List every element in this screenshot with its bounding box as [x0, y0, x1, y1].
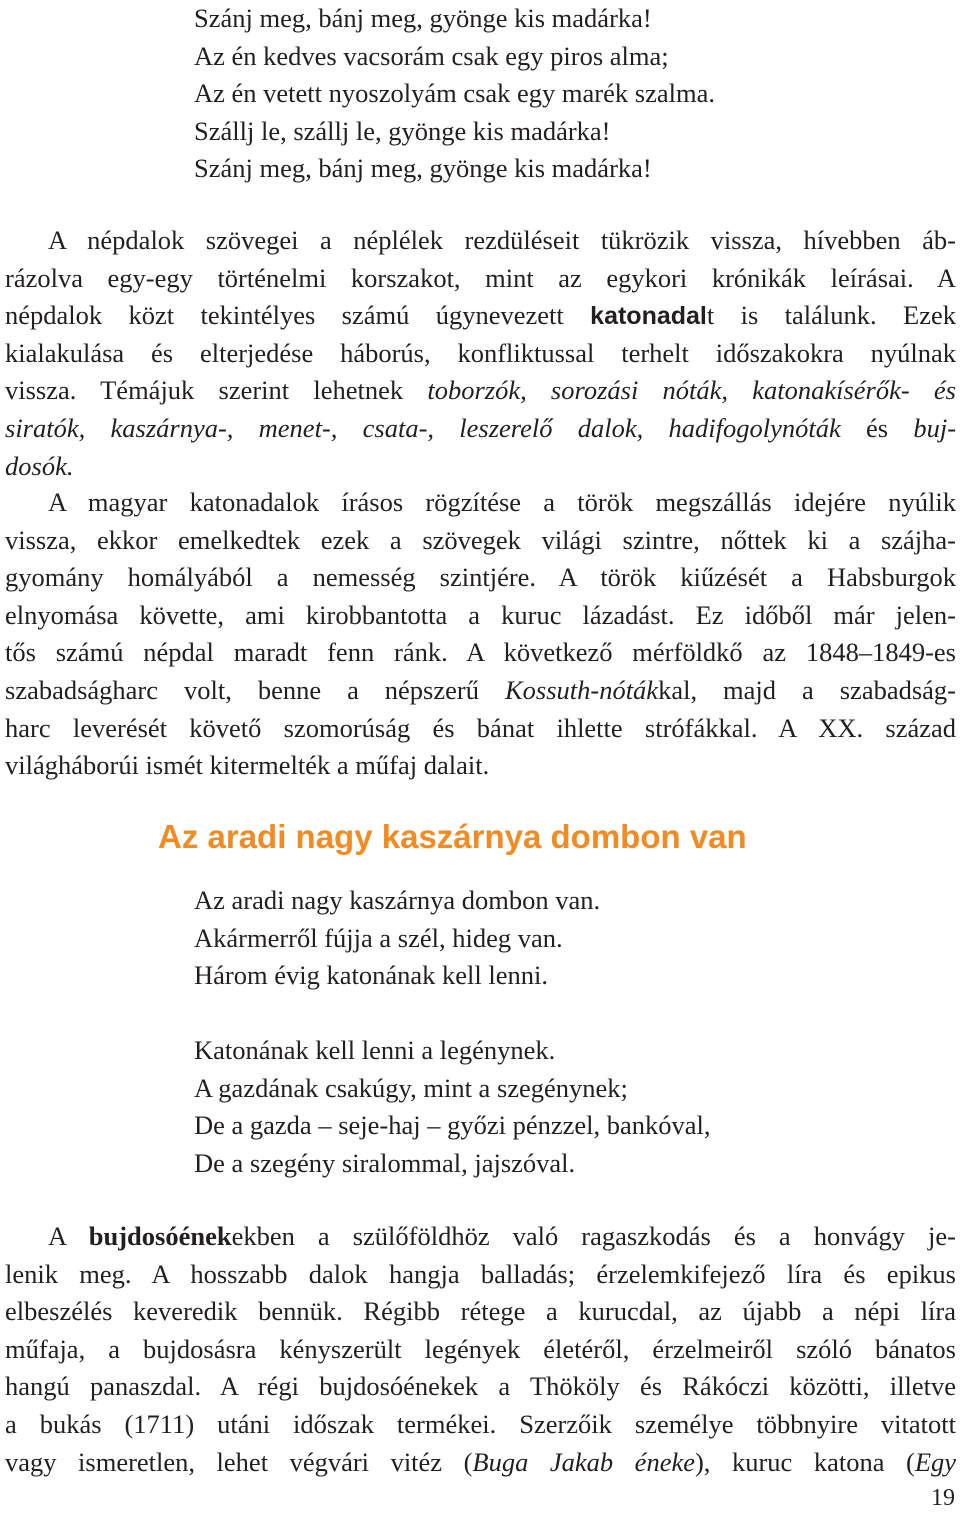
verse-line: A gazdának csakúgy, mint a szegénynek; — [194, 1072, 628, 1103]
text-line: elbeszélés keveredik bennük. Régibb rétege a kurucdal, az újabb a népi líra — [5, 1296, 956, 1327]
text-line: a bukás (1711) utáni időszak termékei. Szerzőik személye többnyire vitatott — [5, 1408, 956, 1439]
text-line: rázolva egy-egy történelmi korszakot, mint az egykori krónikák leírásai. A — [5, 262, 956, 293]
section-heading: Az aradi nagy kaszárnya dombon van — [158, 818, 747, 855]
bold-term: bujdosóének — [88, 1221, 232, 1251]
italic-terms: toborzók, sorozási nóták, katonakísérők- és — [427, 375, 956, 406]
verse-line: De a szegény siralommal, jajszóval. — [194, 1147, 576, 1178]
verse-line: Katonának kell lenni a legénynek. — [194, 1035, 556, 1065]
text-line: vissza. Témájuk szerint lehetnek toborzók, sorozási nóták, katonakísérők- és — [5, 375, 956, 406]
italic-title: Buga Jakab éneke — [472, 1446, 695, 1477]
verse-line: Szánj meg, bánj meg, gyönge kis madárka! — [194, 153, 652, 184]
bold-term: katonadal — [590, 302, 707, 331]
text-line: harc leverését követő szomorúság és bánat ihlette strófákkal. A XX. század — [5, 712, 956, 743]
text-line: népdalok közt tekintélyes számú úgynevezett katonadalt is találunk. Ezek — [5, 300, 956, 331]
text-line: hangú panaszdal. A régi bujdosóénekek a Thököly és Rákóczi közötti, illetve — [5, 1371, 956, 1402]
text-line: tős számú népdal maradt fenn ránk. A következő mérföldkő az 1848–1849-es — [5, 637, 956, 668]
paragraph-military-songs — [5, 484, 956, 785]
text-line: világháborúi ismét kitermelték a műfaj dalait. — [5, 750, 490, 781]
verse-block-2a — [194, 882, 600, 995]
verse-line: Az aradi nagy kaszárnya dombon van. — [194, 885, 601, 915]
text-line: lenik meg. A hosszabb dalok hangja balladás; érzelemkifejező líra és epikus — [5, 1258, 956, 1289]
paragraph-exile-songs — [5, 1218, 956, 1481]
text-line: szabadságharc volt, benne a népszerű Kossuth-nótákkal, majd a szabadság- — [5, 674, 956, 705]
text-line: dosók. — [5, 450, 74, 481]
verse-line: Akármerről fújja a szél, hideg van. — [194, 922, 563, 953]
text-line: elnyomása követte, ami kirobbantotta a kuruc lázadást. Ez időből már jelen- — [5, 599, 956, 630]
text-line: A népdalok szövegei a néplélek rezdüléseit tükrözik vissza, hívebben áb- — [48, 225, 956, 255]
verse-line: Az én kedves vacsorám csak egy piros alma; — [194, 40, 669, 71]
verse-line: Három évig katonának kell lenni. — [194, 960, 548, 991]
text-line: A bujdosóénekekben a szülőföldhöz való ragaszkodás és a honvágy je- — [48, 1221, 956, 1251]
text-line: vissza, ekkor emelkedtek ezek a szövegek világi szintre, nőttek ki a szájha- — [5, 524, 956, 555]
italic-term: Kossuth-nóták — [504, 674, 659, 705]
verse-line: De a gazda – seje-haj – győzi pénzzel, bankóval, — [194, 1110, 711, 1141]
paragraph-folk-songs — [5, 222, 956, 485]
verse-line: Szállj le, szállj le, gyönge kis madárka! — [194, 115, 611, 146]
italic-terms: siratók, kaszárnya-, menet-, csata-, leszerelő dalok, hadifogolynóták — [5, 412, 841, 443]
verse-block-2b — [194, 1032, 711, 1182]
text-line: vagy ismeretlen, lehet végvári vitéz (Buga Jakab éneke), kuruc katona (Egy — [5, 1446, 957, 1477]
verse-line: Az én vetett nyoszolyám csak egy marék szalma. — [194, 78, 715, 109]
text-line: kialakulása és elterjedése háborús, konfliktussal terhelt időszakokra nyúlnak — [5, 337, 956, 368]
text-line: siratók, kaszárnya-, menet-, csata-, leszerelő dalok, hadifogolynóták és buj- — [5, 412, 957, 443]
text-line: A magyar katonadalok írásos rögzítése a török megszállás idejére nyúlik — [48, 487, 956, 517]
verse-line: Szánj meg, bánj meg, gyönge kis madárka! — [194, 3, 652, 33]
page-number: 19 — [931, 1485, 955, 1511]
text-line: műfaja, a bujdosásra kényszerült legények életéről, érzelmeiről szóló bánatos — [5, 1333, 956, 1364]
verse-block-1 — [194, 0, 715, 188]
text-line: gyomány homályából a nemesség szintjére. A török kiűzését a Habsburgok — [5, 562, 956, 593]
